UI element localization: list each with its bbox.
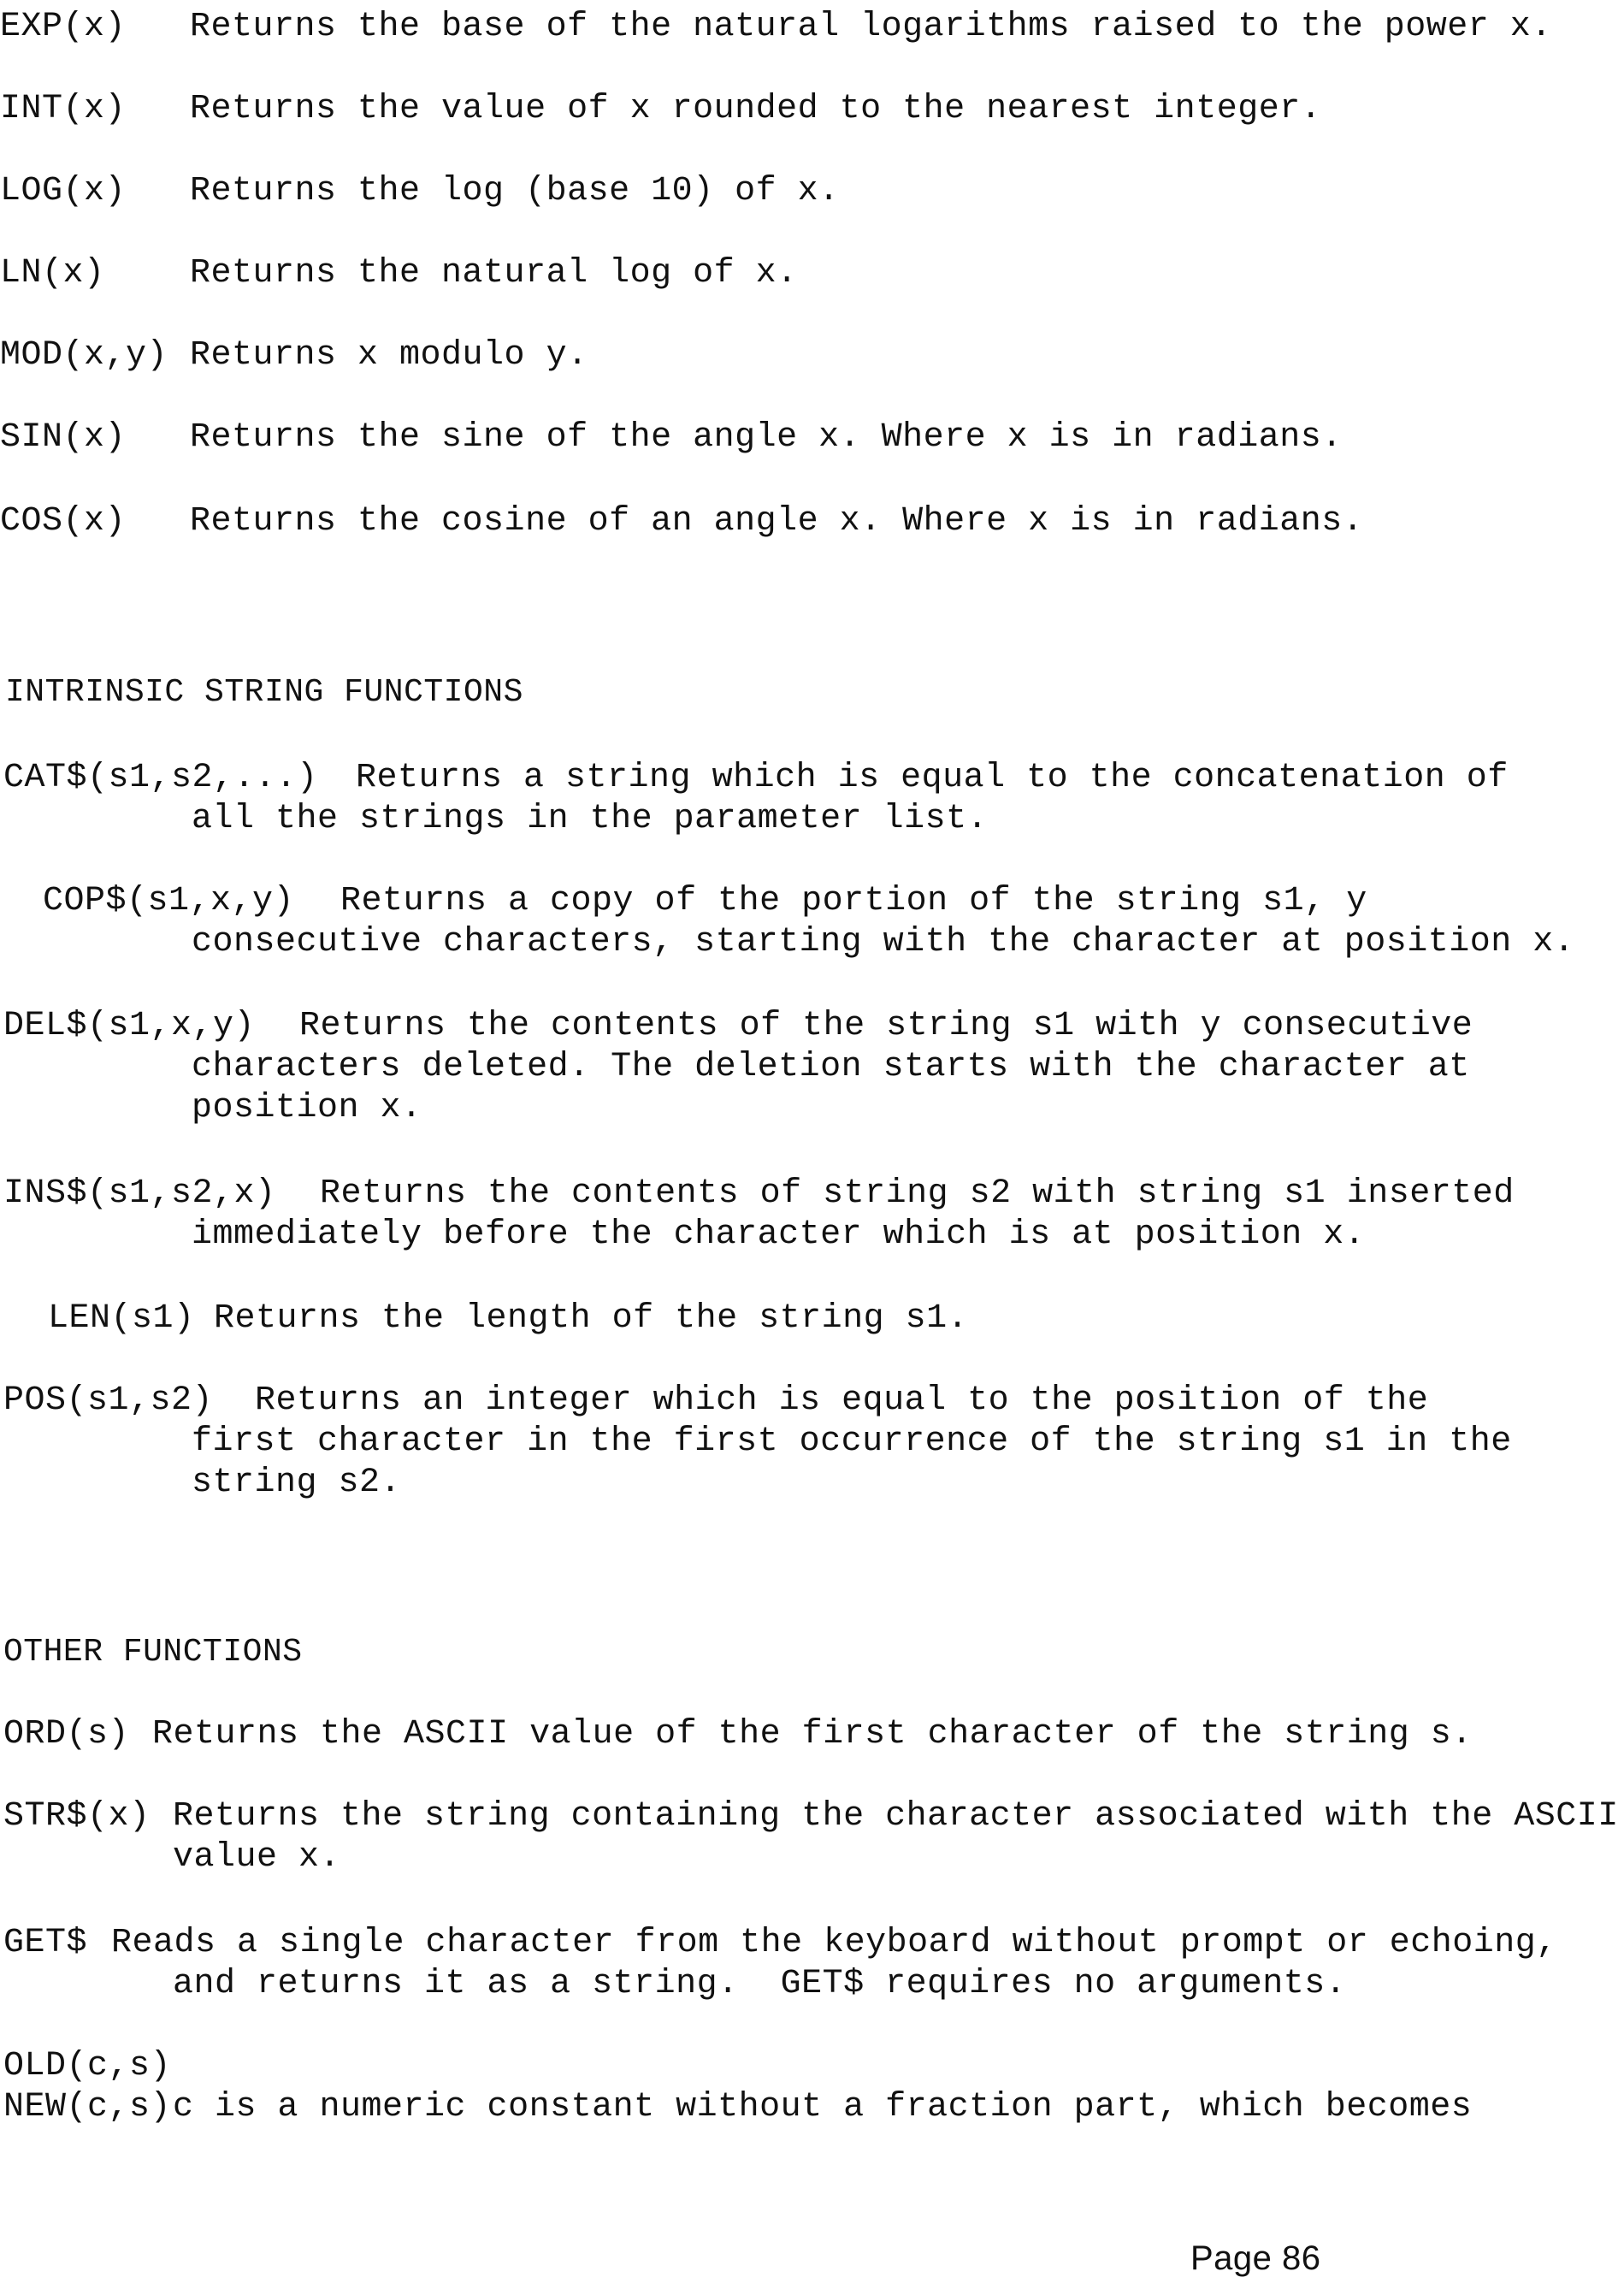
- function-description: Returns the base of the natural logarithms raised to the power x.: [190, 8, 1552, 46]
- function-name: LN(x): [0, 254, 105, 293]
- function-name: ORD(s): [3, 1715, 130, 1754]
- function-name: GET$: [3, 1924, 88, 1962]
- function-name: LEN(s1): [48, 1299, 195, 1338]
- section-heading-other-functions: OTHER FUNCTIONS: [3, 1634, 303, 1671]
- function-name: POS(s1,s2): [3, 1381, 214, 1420]
- function-description: Returns the cosine of an angle x. Where x is in radians.: [190, 502, 1364, 541]
- function-description: Returns the value of x rounded to the nearest integer.: [190, 90, 1322, 128]
- function-description: Returns the natural log of x.: [190, 254, 798, 293]
- function-description: Returns the ASCII value of the first character of the string s.: [152, 1715, 1473, 1754]
- function-description: Returns x modulo y.: [190, 336, 588, 375]
- function-description: Returns the string containing the character associated with the ASCII: [173, 1797, 1619, 1836]
- function-description: first character in the first occurrence of the string s1 in the: [192, 1422, 1512, 1461]
- function-name: COS(x): [0, 502, 127, 541]
- function-description: and returns it as a string. GET$ requires no arguments.: [173, 1965, 1347, 2003]
- function-name: DEL$(s1,x,y): [3, 1007, 256, 1045]
- function-name: SIN(x): [0, 418, 127, 457]
- function-description: string s2.: [192, 1464, 402, 1502]
- function-name: STR$(x): [3, 1797, 151, 1836]
- function-name: COP$(s1,x,y): [43, 882, 295, 920]
- function-description: Returns a copy of the portion of the string s1, y: [340, 882, 1367, 920]
- function-description: characters deleted. The deletion starts with the character at: [192, 1048, 1470, 1086]
- function-description: Returns an integer which is equal to the position of the: [255, 1381, 1429, 1420]
- function-name: INS$(s1,s2,x): [3, 1174, 276, 1213]
- function-description: Returns the sine of the angle x. Where x is in radians.: [190, 418, 1343, 457]
- function-description: immediately before the character which is at position x.: [192, 1215, 1366, 1254]
- function-description: Returns the contents of the string s1 with y consecutive: [299, 1007, 1473, 1045]
- function-description: Returns the length of the string s1.: [214, 1299, 969, 1338]
- function-description: position x.: [192, 1089, 422, 1127]
- function-description: c is a numeric constant without a fraction part, which becomes: [173, 2088, 1473, 2126]
- function-description: Returns the log (base 10) of x.: [190, 172, 840, 210]
- function-name: NEW(c,s): [3, 2088, 172, 2126]
- function-name: EXP(x): [0, 8, 127, 46]
- function-description: Returns a string which is equal to the concatenation of: [356, 759, 1509, 797]
- function-description: Reads a single character from the keyboard without prompt or echoing,: [111, 1924, 1557, 1962]
- function-name: MOD(x,y): [0, 336, 168, 375]
- page-number: Page 86: [1190, 2239, 1321, 2277]
- function-description: all the strings in the parameter list.: [192, 800, 989, 838]
- section-heading-string-functions: INTRINSIC STRING FUNCTIONS: [5, 674, 523, 711]
- function-name: LOG(x): [0, 172, 127, 210]
- function-description: Returns the contents of string s2 with string s1 inserted: [320, 1174, 1515, 1213]
- function-name: OLD(c,s): [3, 2047, 172, 2085]
- function-description: consecutive characters, starting with the character at position x.: [192, 923, 1575, 961]
- function-name: CAT$(s1,s2,...): [3, 759, 318, 797]
- function-name: INT(x): [0, 90, 127, 128]
- function-description: value x.: [173, 1838, 341, 1877]
